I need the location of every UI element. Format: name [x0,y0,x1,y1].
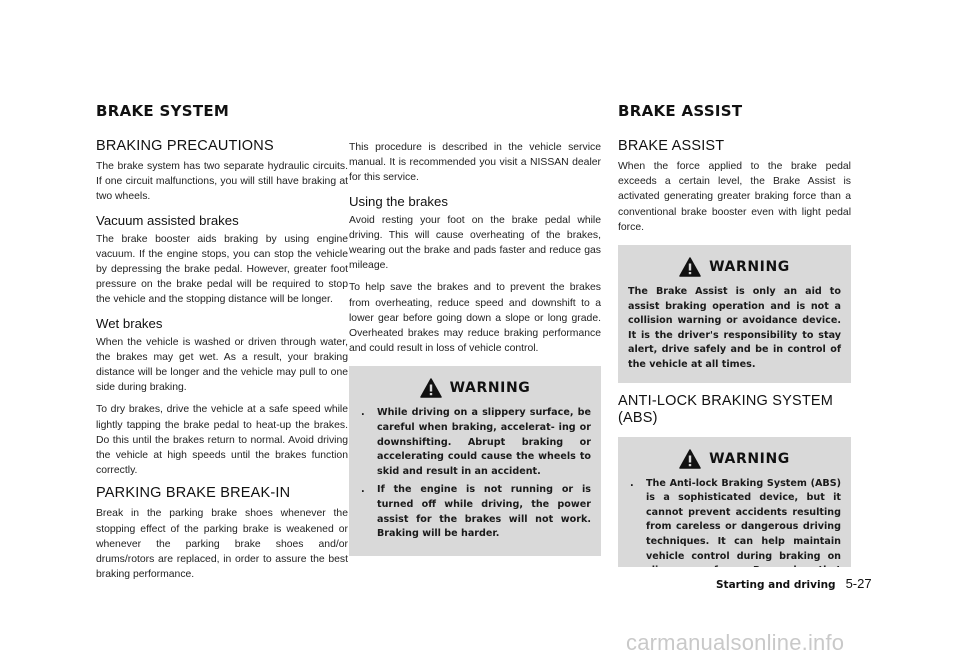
chapter-name: Starting and driving [716,579,836,591]
warning-header [359,378,591,398]
page-footer [716,576,872,591]
warning-title: WARNING [709,450,790,467]
warning-header [628,449,841,469]
paragraph-wet-1: When the vehicle is washed or driven through water, the brakes may get wet. As a result, your braking distance will be longer and the vehicle may pull to one side during braking. [96,336,348,394]
paragraph-wet-2: To dry brakes, drive the vehicle at a safe speed while lightly tapping the brake pedal to heat-up the brakes. Do this until the brakes return to normal. Avoid driving the vehicle at high speeds until the brakes function correctly. [96,404,348,477]
bullet: . [361,484,365,496]
heading-wet-brakes: Wet brakes [96,315,163,331]
bullet: . [630,477,634,489]
column-2 [349,140,601,566]
bullet: . [361,407,365,419]
section-title-brake-system: BRAKE SYSTEM [96,102,230,120]
watermark: carmanualsonline.info [626,630,845,655]
paragraph-using-1: Avoid resting your foot on the brake pedal while driving. This will cause overheating of the brakes, wearing out the brake and pads faster and reduce gas mileage. [349,214,601,272]
warning-header [628,257,841,277]
warning-list [359,406,591,541]
paragraph-brake-assist: When the force applied to the brake pedal exceeds a certain level, the Brake Assist is activated generating greater braking force than a conventional brake booster even with light pedal force. [618,161,851,233]
heading-brake-assist: BRAKE ASSIST [618,138,725,154]
warning-item-text: The Anti-lock Braking System (ABS) is a sophisticated device, but it cannot prevent accidents resulting from careless or dangerous driving techniques. It can help maintain vehicle control during braking on [646,477,841,562]
paragraph-using-2: To help save the brakes and to prevent the brakes from overheating, reduce speed and downshift to a lower gear before going down a slope or long grade. Overheated brakes may reduce braking performance and could result in loss of vehicle control. [349,282,601,355]
warning-box-driving [349,366,601,555]
section-title-brake-assist: BRAKE ASSIST [618,102,743,120]
warning-box-brake-assist [618,245,851,383]
paragraph-precautions: The brake system has two separate hydraulic circuits. If one circuit malfunctions, you will still have braking at two wheels. [96,161,348,203]
heading-abs: ANTI-LOCK BRAKING SYSTEM (ABS) [618,392,834,426]
heading-braking-precautions: BRAKING PRECAUTIONS [96,138,274,154]
warning-item [359,406,591,479]
paragraph-parking: Break in the parking brake shoes whenever the stopping effect of the parking brake is weakened or whenever the parking brake shoes and/or drums/rotors are replaced, in order to assure the best braking performance. [96,508,348,581]
warning-list [628,477,841,567]
warning-item [359,483,591,541]
column-1 [96,136,348,589]
heading-vacuum-brakes: Vacuum assisted brakes [96,212,239,228]
warning-title: WARNING [449,380,531,397]
warning-triangle-icon [679,257,701,277]
heading-parking-brake: PARKING BRAKE BREAK-IN [96,485,291,502]
warning-item-text: If the engine is not running or is turned off while driving, the power assist for the brakes will not work. Braking will be harder. [377,484,591,540]
warning-item-text: While driving on a slippery surface, be careful when braking, accelerat- ing or downshifting. Abrupt braking or accelerating could cause the wheels to skid and result in an accident. [377,407,591,477]
warning-title: WARNING [709,259,790,276]
warning-box-abs [618,437,851,567]
paragraph-procedure: This procedure is described in the vehicle service manual. It is recommended you visit a NISSAN dealer for this service. [349,142,601,184]
page-number: 5-27 [845,576,872,591]
warning-text: The Brake Assist is only an aid to assist braking operation and is not a collision warning or avoidance device. It is the driver's responsibility to stay alert, drive safely and be in control of the vehicle at all times. [628,286,841,370]
warning-triangle-icon [420,378,442,398]
column-3 [618,136,851,577]
warning-item [628,477,841,567]
heading-using-brakes: Using the brakes [349,193,448,209]
paragraph-vacuum: The brake booster aids braking by using engine vacuum. If the engine stops, you can stop the vehicle by depressing the brake pedal. However, greater foot pressure on the brake pedal will be required to stop the vehicle and the stopping distance will be longer. [96,233,348,306]
warning-triangle-icon [679,449,701,469]
